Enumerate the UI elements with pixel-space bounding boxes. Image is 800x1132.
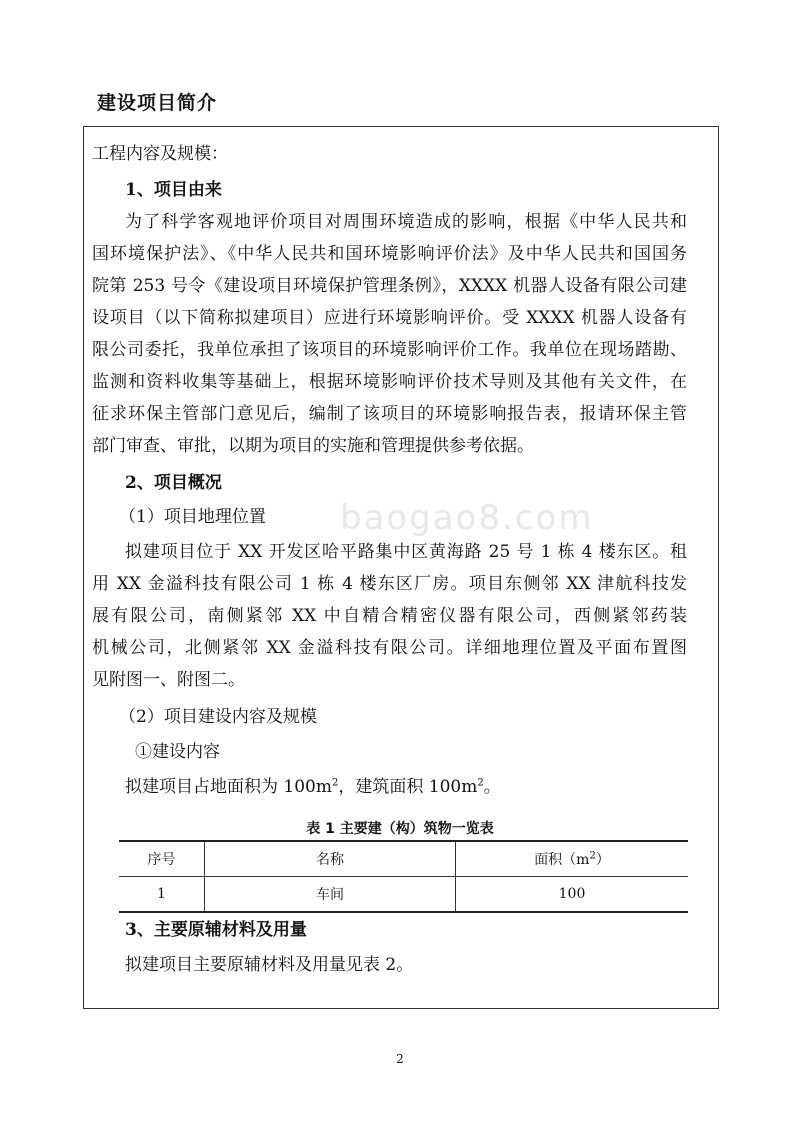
paragraph-line: 部门审查、审批，以期为项目的实施和管理提供参考依据。 <box>92 436 534 456</box>
header-cell: 序号 <box>119 841 205 877</box>
paragraph-line: 院第 253 号令《建设项目环境保护管理条例》，XXXX 机器人设备有限公司建 <box>92 276 687 296</box>
page-number: 2 <box>396 1052 404 1066</box>
paragraph-line: 监测和资料收集等基础上，根据环境影响评价技术导则及其他有关文件，在 <box>92 372 687 392</box>
superscript: 2 <box>477 777 484 789</box>
subheading-construction-content: ①建设内容 <box>135 742 220 762</box>
table-cell: 1 <box>119 877 205 913</box>
paragraph-line: 用 XX 金溢科技有限公司 1 栋 4 楼东区厂房。项目东侧邻 XX 津航科技发 <box>92 574 687 594</box>
heading-project-origin: 1、项目由来 <box>125 180 222 200</box>
intro-heading: 工程内容及规模： <box>92 144 228 164</box>
table-cell: 100 <box>456 877 689 913</box>
paragraph-line: 展有限公司，南侧紧邻 XX 中自精合精密仪器有限公司，西侧紧邻药装 <box>92 606 687 626</box>
paragraph-line: 拟建项目位于 XX 开发区哈平路集中区黄海路 25 号 1 栋 4 楼东区。租 <box>125 542 687 562</box>
buildings-table <box>119 840 688 913</box>
header-cell: 名称 <box>205 841 456 877</box>
paragraph-line: 为了科学客观地评价项目对周围环境造成的影响，根据《中华人民共和 <box>125 212 687 232</box>
heading-project-overview: 2、项目概况 <box>125 473 222 493</box>
area-paragraph <box>125 772 501 797</box>
subheading-construction-scale: （2）项目建设内容及规模 <box>119 707 317 727</box>
table-cell: 车间 <box>205 877 456 913</box>
subheading-location: （1）项目地理位置 <box>119 507 266 527</box>
area-text-3: 。 <box>483 777 501 797</box>
paragraph-line: 设项目（以下简称拟建项目）应进行环境影响评价。受 XXXX 机器人设备有 <box>92 308 687 328</box>
table-caption: 表 1 主要建（构）筑物一览表 <box>306 821 494 837</box>
area-text-2: ，建筑面积 100m <box>338 777 478 797</box>
area-text-1: 拟建项目占地面积为 100m <box>125 777 332 797</box>
heading-materials: 3、主要原辅材料及用量 <box>125 920 307 940</box>
paragraph-line: 征求环保主管部门意见后，编制了该项目的环境影响报告表，报请环保主管 <box>92 404 687 424</box>
paragraph-line: 机械公司，北侧紧邻 XX 金溢科技有限公司。详细地理位置及平面布置图 <box>92 638 687 658</box>
section-title: 建设项目简介 <box>97 92 218 114</box>
materials-paragraph: 拟建项目主要原辅材料及用量见表 2。 <box>125 955 414 975</box>
table-header-row <box>119 841 688 877</box>
paragraph-line: 见附图一、附图二。 <box>92 670 245 690</box>
table-row <box>119 877 688 913</box>
header-cell: 面积$(m^2)$ <box>456 841 689 877</box>
superscript: 2 <box>331 777 339 789</box>
watermark: baogao8.com <box>340 498 594 538</box>
paragraph-line: 限公司委托，我单位承担了该项目的环境影响评价工作。我单位在现场踏勘、 <box>92 340 687 360</box>
paragraph-line: 国环境保护法》、《中华人民共和国环境影响评价法》及中华人民共和国国务 <box>92 244 687 264</box>
